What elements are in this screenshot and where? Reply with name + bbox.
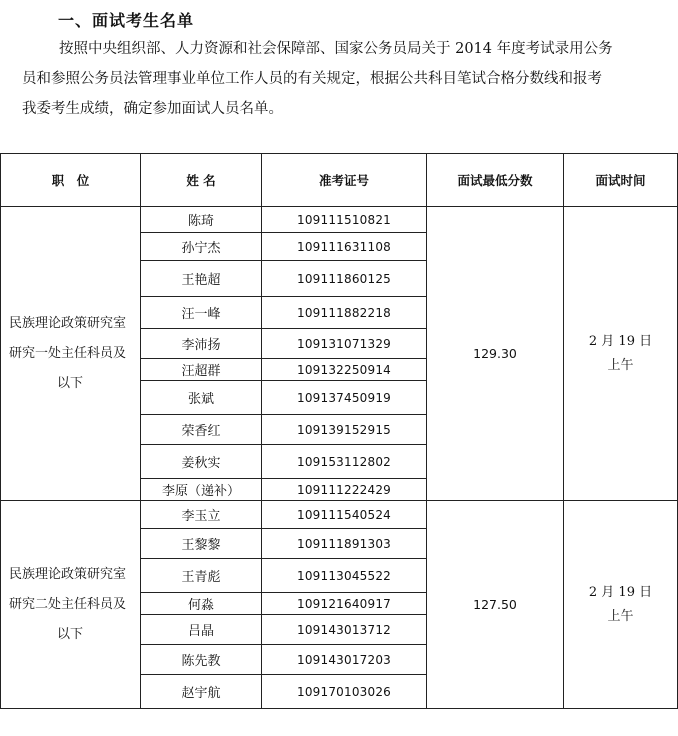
intro-line: 我委考生成绩，确定参加面试人员名单。 bbox=[22, 101, 283, 117]
position-cell bbox=[1, 501, 141, 709]
candidate-exam-id: 109111510821 bbox=[262, 207, 427, 233]
candidate-exam-id: 109111882218 bbox=[262, 297, 427, 329]
interview-time-line: 2 月 19 日 bbox=[588, 584, 653, 600]
candidate-exam-id: 109153112802 bbox=[262, 445, 427, 479]
header-exam-id: 准考证号 bbox=[262, 154, 427, 207]
table-header-row bbox=[1, 154, 678, 207]
interview-time-line: 上午 bbox=[607, 608, 634, 624]
candidate-name: 李沛扬 bbox=[141, 329, 262, 359]
min-score-cell: 127.50 bbox=[427, 501, 564, 709]
table-row bbox=[1, 207, 678, 233]
candidate-name: 陈琦 bbox=[141, 207, 262, 233]
intro-line: 按照中央组织部、人力资源和社会保障部、国家公务员局关于 2014 年度考试录用公务 bbox=[59, 41, 613, 57]
candidate-name: 李玉立 bbox=[141, 501, 262, 529]
candidate-exam-id: 109111891303 bbox=[262, 529, 427, 559]
candidate-name: 陈先教 bbox=[141, 645, 262, 675]
candidate-exam-id: 109111222429 bbox=[262, 479, 427, 501]
min-score-cell: 129.30 bbox=[427, 207, 564, 501]
candidate-exam-id: 109139152915 bbox=[262, 415, 427, 445]
candidate-name: 汪超群 bbox=[141, 359, 262, 381]
candidate-exam-id: 109137450919 bbox=[262, 381, 427, 415]
position-line: 民族理论政策研究室 bbox=[9, 315, 127, 331]
intro-line: 员和参照公务员法管理事业单位工作人员的有关规定，根据公共科目笔试合格分数线和报考 bbox=[22, 71, 602, 87]
candidate-name: 张斌 bbox=[141, 381, 262, 415]
header-name: 姓 名 bbox=[141, 154, 262, 207]
candidate-name: 王艳超 bbox=[141, 261, 262, 297]
candidate-name: 荣香红 bbox=[141, 415, 262, 445]
candidate-name: 孙宁杰 bbox=[141, 233, 262, 261]
candidate-exam-id: 109111860125 bbox=[262, 261, 427, 297]
candidate-exam-id: 109170103026 bbox=[262, 675, 427, 709]
table-row bbox=[1, 501, 678, 529]
candidate-name: 王青彪 bbox=[141, 559, 262, 593]
candidate-exam-id: 109143017203 bbox=[262, 645, 427, 675]
candidate-name: 李原（递补） bbox=[141, 479, 262, 501]
candidate-name: 赵宇航 bbox=[141, 675, 262, 709]
position-cell bbox=[1, 207, 141, 501]
candidate-exam-id: 109132250914 bbox=[262, 359, 427, 381]
interview-time-line: 上午 bbox=[607, 357, 634, 373]
candidate-exam-id: 109121640917 bbox=[262, 593, 427, 615]
candidate-exam-id: 109113045522 bbox=[262, 559, 427, 593]
candidate-exam-id: 109131071329 bbox=[262, 329, 427, 359]
header-min-score: 面试最低分数 bbox=[427, 154, 564, 207]
section-title: 一、面试考生名单 bbox=[58, 11, 195, 30]
position-line: 研究二处主任科员及 bbox=[9, 596, 127, 612]
header-interview-time: 面试时间 bbox=[564, 154, 678, 207]
candidate-exam-id: 109111540524 bbox=[262, 501, 427, 529]
interview-time-cell bbox=[564, 207, 678, 501]
header-position: 职 位 bbox=[1, 154, 141, 207]
position-line: 以下 bbox=[57, 375, 84, 391]
position-line: 民族理论政策研究室 bbox=[9, 566, 127, 582]
candidate-exam-id: 109143013712 bbox=[262, 615, 427, 645]
interview-time-line: 2 月 19 日 bbox=[588, 333, 653, 349]
candidate-name: 吕晶 bbox=[141, 615, 262, 645]
intro-paragraph bbox=[22, 34, 662, 124]
table-body bbox=[1, 207, 678, 709]
position-line: 研究一处主任科员及 bbox=[9, 345, 127, 361]
position-line: 以下 bbox=[57, 626, 84, 642]
candidate-name: 王黎黎 bbox=[141, 529, 262, 559]
candidate-name: 姜秋实 bbox=[141, 445, 262, 479]
candidate-table bbox=[0, 153, 678, 709]
candidate-name: 汪一峰 bbox=[141, 297, 262, 329]
candidate-exam-id: 109111631108 bbox=[262, 233, 427, 261]
interview-time-cell bbox=[564, 501, 678, 709]
candidate-name: 何淼 bbox=[141, 593, 262, 615]
